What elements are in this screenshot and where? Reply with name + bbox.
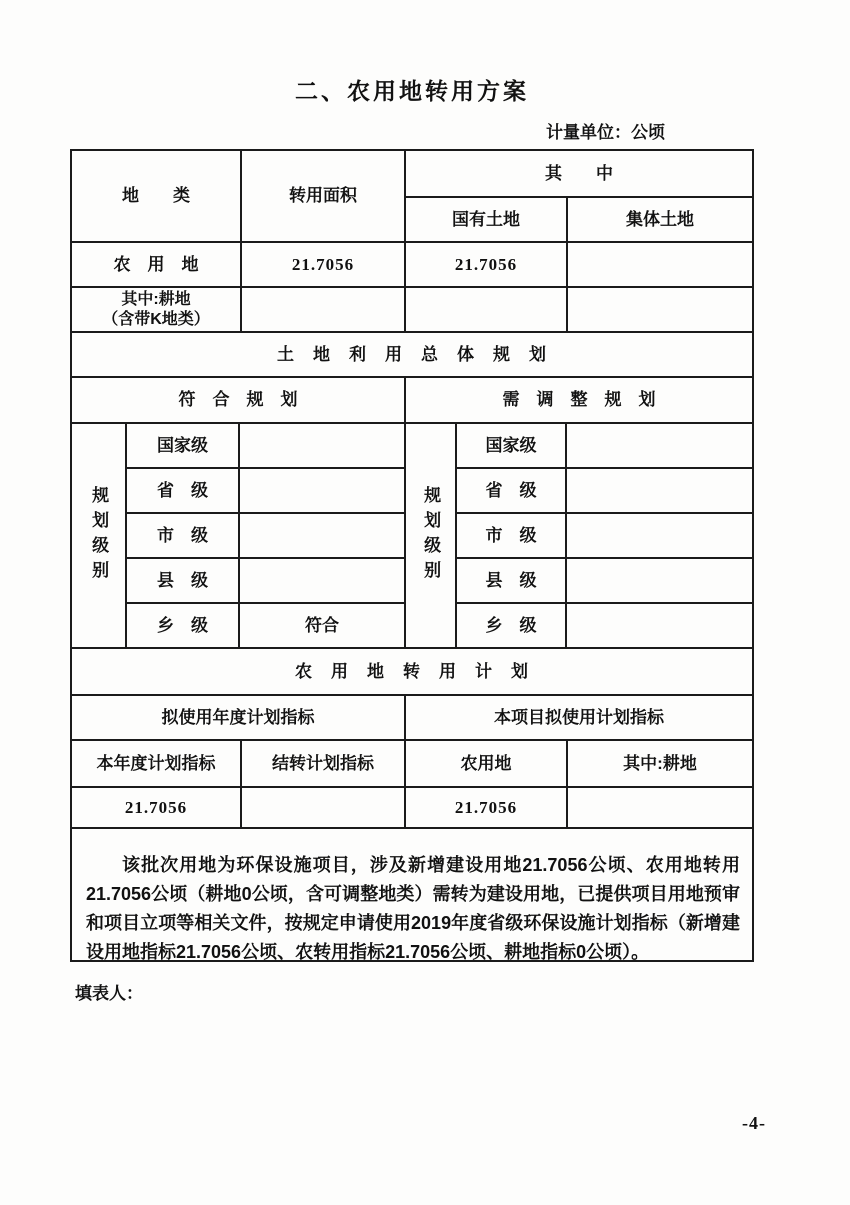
quota-value-carryover: [240, 786, 404, 827]
comply-value-city: [238, 512, 404, 557]
document-content: [70, 0, 754, 1004]
quota-header-cultivated: 其中:耕地: [566, 739, 752, 786]
level-province-left: 省 级: [125, 467, 238, 512]
comply-plan-header: 符 合 规 划: [72, 376, 404, 422]
form-filler-label: 填表人：: [75, 984, 143, 1003]
planning-level-label-right: 规划级别: [404, 422, 455, 647]
quota-header-carryover: 结转计划指标: [240, 739, 404, 786]
level-national-right: 国家级: [455, 422, 565, 467]
level-national-left: 国家级: [125, 422, 238, 467]
adjust-value-province: [565, 467, 752, 512]
quota-values-row: [72, 786, 752, 827]
header-collective-land: 集体土地: [566, 196, 752, 241]
quota-group-headers: [72, 694, 752, 739]
quota-value-agricultural: 21.7056: [404, 786, 566, 827]
comply-value-national: [238, 422, 404, 467]
level-county-left: 县 级: [125, 557, 238, 602]
comply-value-county: [238, 557, 404, 602]
measurement-unit-label: 计量单位：公顷: [546, 123, 665, 142]
agricultural-state-value: 21.7056: [404, 241, 566, 286]
project-quota-header: 本项目拟使用计划指标: [404, 694, 752, 739]
conversion-plan-banner: [72, 647, 752, 694]
planning-level-label-left: 规划级别: [72, 422, 125, 647]
planning-status-headers: [72, 376, 752, 422]
level-township-left: 乡 级: [125, 602, 238, 647]
adjust-value-city: [565, 512, 752, 557]
header-state-land: 国有土地: [404, 196, 566, 241]
header-conversion-area: 转用面积: [240, 151, 404, 241]
level-township-right: 乡 级: [455, 602, 565, 647]
comply-value-province: [238, 467, 404, 512]
overall-planning-banner: [72, 331, 752, 376]
quota-header-current-year: 本年度计划指标: [72, 739, 240, 786]
adjust-plan-header: 需 调 整 规 划: [404, 376, 752, 422]
cultivated-land-label: [72, 286, 240, 331]
note-paragraph: 该批次用地为环保设施项目，涉及新增建设用地21.7056公顷、农用地转用21.7056公顷（耕地0公顷，含可调整地类）需转为建设用地，已提供项目用地预审和项目立项等相关文件，按规定申请使用2019年度省级环保设施计划指标（新增建设用地指标21.7056公顷、农转用指标21.7056公顷、耕地指标0公顷）。: [72, 827, 752, 960]
land-conversion-table: [70, 149, 754, 962]
quota-value-current-year: 21.7056: [72, 786, 240, 827]
quota-value-cultivated: [566, 786, 752, 827]
cultivated-label-line1: 其中:耕地: [121, 290, 191, 308]
adjust-value-township: [565, 602, 752, 647]
cultivated-state-value: [404, 286, 566, 331]
cultivated-label-line2: （含带K地类）: [102, 310, 210, 328]
cultivated-area-value: [240, 286, 404, 331]
level-county-right: 县 级: [455, 557, 565, 602]
annual-quota-header: 拟使用年度计划指标: [72, 694, 404, 739]
header-of-which: 其 中: [404, 151, 752, 196]
quota-column-headers: [72, 739, 752, 786]
level-province-right: 省 级: [455, 467, 565, 512]
adjust-value-county: [565, 557, 752, 602]
page-number: -4-: [742, 1113, 766, 1133]
quota-header-agricultural: 农用地: [404, 739, 566, 786]
comply-value-township: 符合: [238, 602, 404, 647]
level-city-left: 市 级: [125, 512, 238, 557]
note-section: [72, 827, 752, 960]
level-city-right: 市 级: [455, 512, 565, 557]
agricultural-collective-value: [566, 241, 752, 286]
adjust-value-national: [565, 422, 752, 467]
header-land-type: 地 类: [122, 186, 190, 206]
table-header-section: [72, 151, 752, 331]
page-title: 二、农用地转用方案: [295, 78, 529, 104]
overall-planning-title: 土 地 利 用 总 体 规 划: [72, 331, 752, 376]
conversion-plan-title: 农 用 地 转 用 计 划: [72, 647, 752, 694]
planning-level-grid: [72, 422, 752, 647]
cultivated-collective-value: [566, 286, 752, 331]
agricultural-area-value: 21.7056: [240, 241, 404, 286]
agricultural-land-label: 农 用 地: [72, 241, 240, 286]
